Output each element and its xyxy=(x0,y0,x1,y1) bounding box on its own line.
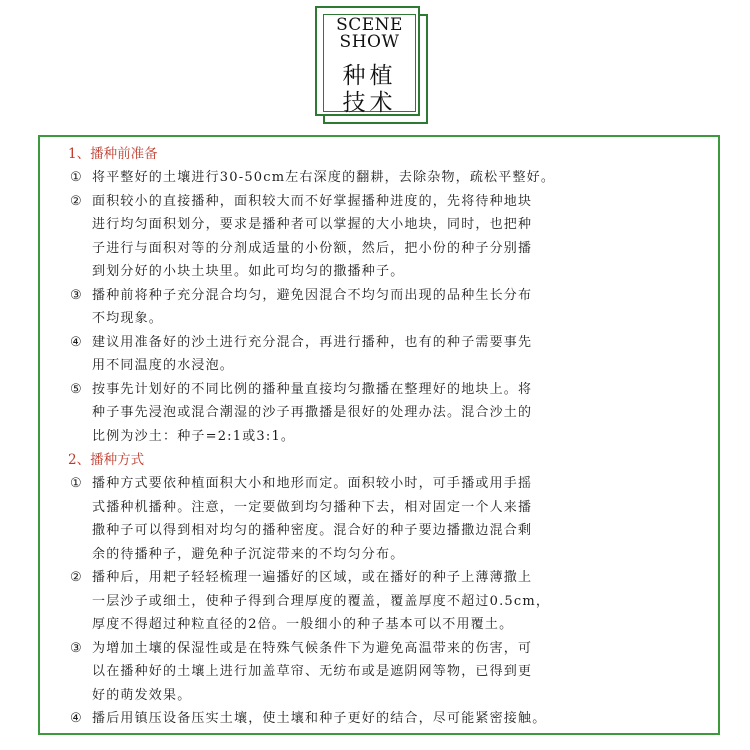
list-item xyxy=(48,707,700,731)
item-number: ① xyxy=(70,476,82,491)
item-text-line: 播种前将种子充分混合均匀，避免因混合不均匀而出现的品种生长分布 xyxy=(92,287,533,303)
item-text-line: 余的待播种子，避免种子沉淀带来的不均匀分布。 xyxy=(92,546,405,562)
title-english xyxy=(317,17,422,51)
section-heading: 1、播种前准备 xyxy=(68,146,158,162)
item-text-line: 按事先计划好的不同比例的播种量直接均匀撒播在整理好的地块上。将 xyxy=(92,381,533,397)
item-number: ④ xyxy=(70,334,82,350)
item-text-line: 种子事先浸泡或混合潮湿的沙子再撒播是很好的处理办法。混合沙土的 xyxy=(92,405,533,420)
item-text-line: 播种方式要依种植面积大小和地形而定。面积较小时，可手播或用手摇 xyxy=(92,476,533,491)
list-item xyxy=(48,566,700,637)
item-number: ④ xyxy=(70,711,82,726)
list-item xyxy=(48,378,700,449)
title-en-line1: SCENE xyxy=(336,15,403,35)
item-number: ⑤ xyxy=(70,381,82,397)
list-item xyxy=(48,284,700,331)
title-frame xyxy=(315,6,420,116)
title-chinese xyxy=(317,63,422,117)
item-text-line: 用不同温度的水浸泡。 xyxy=(92,358,235,373)
item-text-line: 一层沙子或细土，使种子得到合理厚度的覆盖，覆盖厚度不超过0.5cm， xyxy=(92,593,551,609)
list-item xyxy=(48,472,700,566)
item-number: ② xyxy=(70,193,82,209)
title-en-line2: SHOW xyxy=(339,32,400,52)
article-content xyxy=(48,142,710,731)
list-item xyxy=(48,190,700,284)
item-text-line: 撒种子可以得到相对均匀的播种密度。混合好的种子要边播撒边混合剩 xyxy=(92,523,533,538)
item-text-line: 式播种机播种。注意，一定要做到均匀播种下去，相对固定一个人来播 xyxy=(92,499,533,515)
item-text-line: 播后用镇压设备压实土壤，使土壤和种子更好的结合，尽可能紧密接触。 xyxy=(92,711,547,726)
item-number: ② xyxy=(70,570,82,585)
item-number: ③ xyxy=(70,287,82,303)
list-item xyxy=(48,637,700,708)
item-text-line: 进行均匀面积划分，要求是播种者可以掌握的大小地块，同时，也把种 xyxy=(92,217,533,232)
item-text-line: 不均现象。 xyxy=(92,311,164,326)
item-text-line: 以在播种好的土壤上进行加盖草帘、无纺布或是遮阴网等物，已得到更 xyxy=(92,664,533,679)
item-text-line: 到划分好的小块土块里。如此可均匀的撒播种子。 xyxy=(92,264,405,279)
item-text-line: 播种后，用耙子轻轻梳理一遍播好的区域，或在播好的种子上薄薄撒上 xyxy=(92,570,533,585)
item-number: ① xyxy=(70,170,82,185)
list-item xyxy=(48,166,700,190)
item-text-line: 建议用准备好的沙土进行充分混合，再进行播种，也有的种子需要事先 xyxy=(92,334,533,350)
item-text-line: 比例为沙土：种子=2:1或3:1。 xyxy=(92,428,296,444)
item-text-line: 好的萌发效果。 xyxy=(92,687,192,703)
item-number: ③ xyxy=(70,640,82,656)
list-item xyxy=(48,331,700,378)
item-text-line: 面积较小的直接播种，面积较大而不好掌握播种进度的，先将待种地块 xyxy=(92,193,533,209)
title-card xyxy=(315,6,428,122)
item-text-line: 子进行与面积对等的分剂成适量的小份额，然后，把小份的种子分别播 xyxy=(92,240,533,256)
title-cn-line1: 种植 xyxy=(342,63,397,89)
item-text-line: 为增加土壤的保湿性或是在特殊气候条件下为避免高温带来的伤害，可 xyxy=(92,640,533,656)
item-text-line: 厚度不得超过种粒直径的2倍。一般细小的种子基本可以不用覆土。 xyxy=(92,617,514,632)
section-heading: 2、播种方式 xyxy=(68,452,145,468)
item-text-line: 将平整好的土壤进行30-50cm左右深度的翻耕，去除杂物，疏松平整好。 xyxy=(92,170,556,185)
title-cn-line2: 技术 xyxy=(342,90,397,116)
